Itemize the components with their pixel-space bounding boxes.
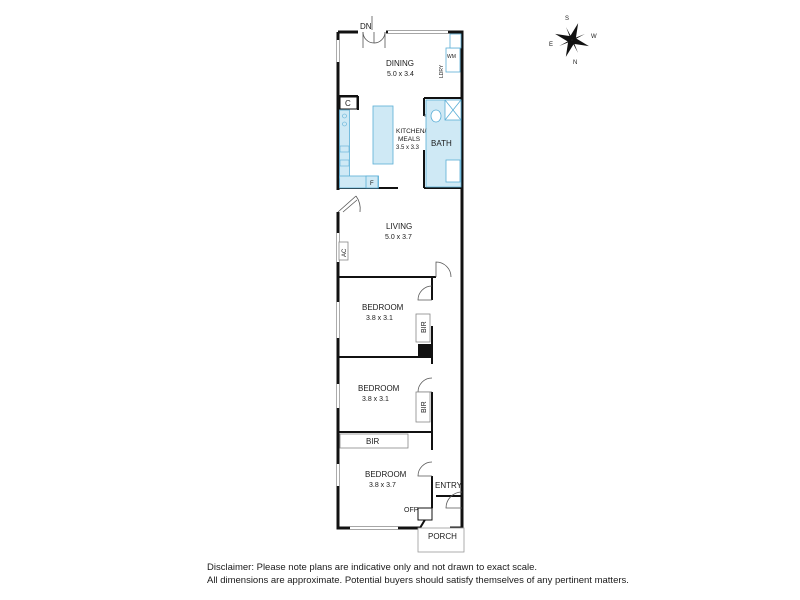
kitchen-dim: 3.5 x 3.3 (396, 145, 420, 151)
bedroom2-dim: 3.8 x 3.1 (362, 396, 389, 403)
bedroom1-label: BEDROOM (362, 303, 404, 312)
kitchen-label-2: MEALS (398, 136, 421, 143)
bir1-label: BIR (421, 321, 428, 333)
disclaimer (207, 561, 629, 587)
ac-label: AC (342, 248, 348, 257)
fridge-label: F (370, 181, 374, 187)
bath-label: BATH (431, 139, 452, 148)
bedroom3-label: BEDROOM (365, 470, 407, 479)
entry-label: ENTRY (435, 481, 462, 490)
living-dim: 5.0 x 3.7 (385, 234, 412, 241)
bedroom1-dim: 3.8 x 3.1 (366, 315, 393, 322)
built-in-robes (340, 314, 430, 448)
cupboard-label: C (345, 99, 351, 108)
dining-label: DINING (386, 59, 414, 68)
compass-e: E (549, 42, 554, 48)
disclaimer-line-1: Disclaimer: Please note plans are indicative only and not drawn to exact scale. (207, 562, 538, 573)
porch-label: PORCH (428, 532, 457, 541)
ldry-label: LDRY (439, 64, 445, 78)
bedroom3-dim: 3.8 x 3.7 (369, 482, 396, 489)
dining-dim: 5.0 x 3.4 (387, 71, 414, 78)
bir3-label: BIR (366, 437, 380, 446)
dn-label: DN (360, 22, 372, 31)
kitchen-fixtures (340, 34, 462, 188)
fireplace-block (418, 344, 431, 356)
compass-w: W (591, 34, 597, 40)
bedroom2-label: BEDROOM (358, 384, 400, 393)
ofp-label: OFP (404, 507, 419, 514)
wm-label: WM (447, 54, 456, 60)
kitchen-label-1: KITCHEN/ (396, 128, 427, 135)
compass-n: N (573, 60, 578, 66)
open-fireplace (418, 508, 432, 520)
disclaimer-line-2: All dimensions are approximate. Potential buyers should satisfy themselves of any pertinent matters. (207, 575, 629, 586)
compass-rose (549, 17, 595, 63)
compass-s: S (565, 16, 570, 22)
bir2-label: BIR (421, 401, 428, 413)
living-label: LIVING (386, 222, 413, 231)
